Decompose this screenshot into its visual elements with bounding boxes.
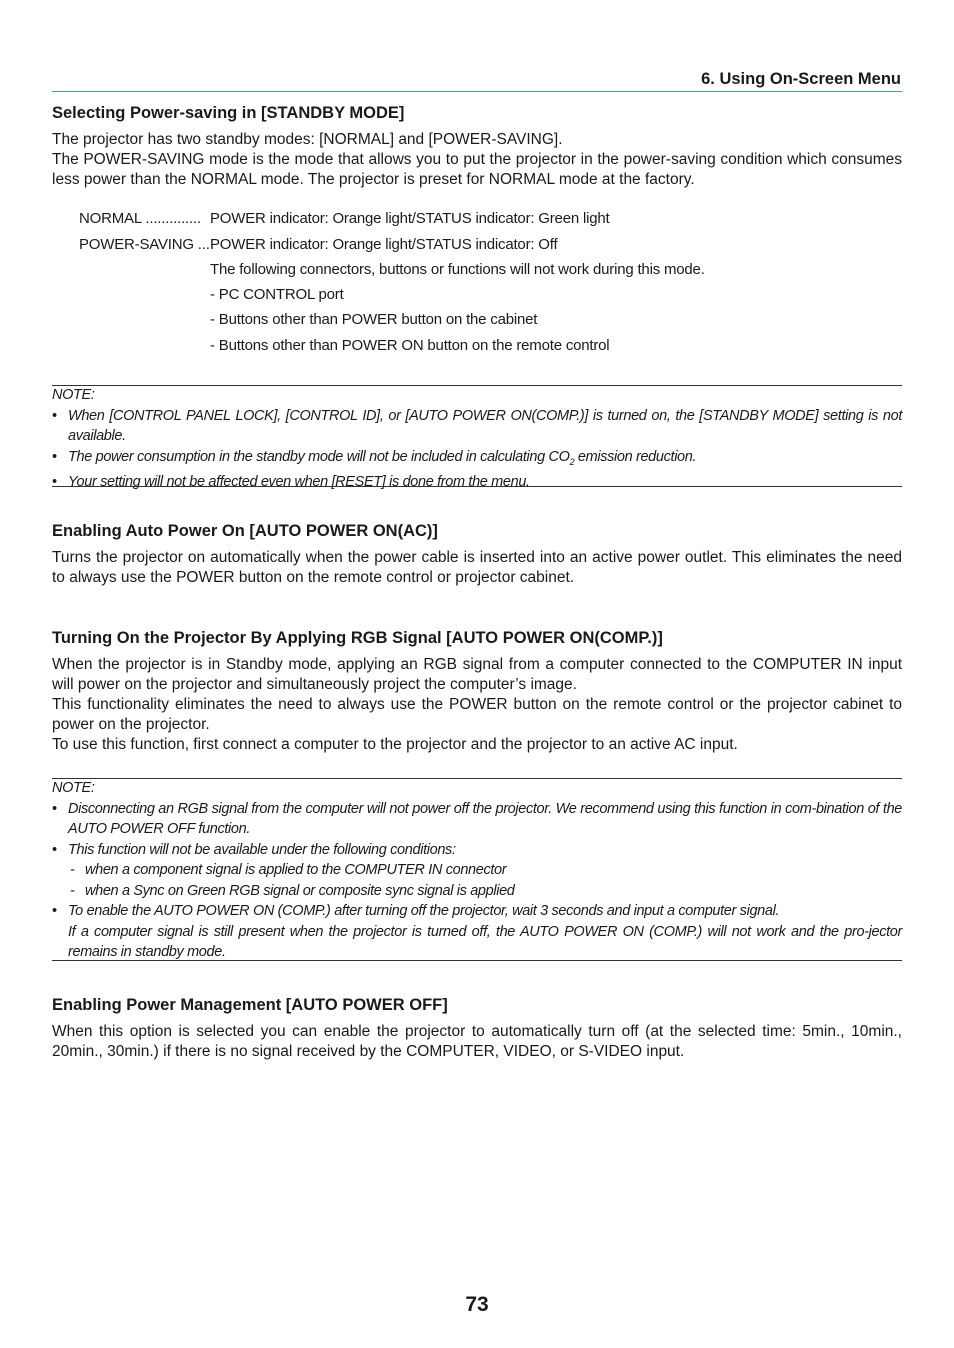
- auto-power-on-ac-heading: Enabling Auto Power On [AUTO POWER ON(AC)]: [52, 522, 438, 540]
- page-number: 73: [465, 1293, 489, 1316]
- note-1-bottom-rule: [52, 486, 902, 487]
- power-saving-term: POWER-SAVING ...: [79, 236, 210, 253]
- normal-mode-desc: POWER indicator: Orange light/STATUS indicator: Green light: [210, 210, 610, 227]
- auto-power-on-ac-body: Turns the projector on automatically when the power cable is inserted into an active power outlet. This eliminates the need to always use the POWER button on the remote control or projector cabinet.: [52, 549, 902, 586]
- power-saving-item-cabinet: - Buttons other than POWER button on the cabinet: [210, 311, 538, 328]
- normal-mode-row: [79, 209, 899, 229]
- note-1-item-text-end: emission reduction.: [574, 448, 697, 465]
- note-2-item: • To enable the AUTO POWER ON (COMP.) after turning off the projector, wait 3 seconds and input a computer signal.: [52, 901, 902, 922]
- note-2: [52, 778, 902, 963]
- header-divider: [52, 91, 902, 92]
- note-2-subitem: - when a component signal is applied to the COMPUTER IN connector: [52, 860, 902, 881]
- note-1-item: [52, 447, 902, 472]
- auto-power-on-comp-heading: Turning On the Projector By Applying RGB Signal [AUTO POWER ON(COMP.)]: [52, 629, 663, 647]
- section-header-title: 6. Using On-Screen Menu: [701, 70, 901, 88]
- normal-mode-term: NORMAL ..............: [79, 210, 201, 227]
- note-2-label: NOTE:: [52, 780, 95, 796]
- note-1-label: NOTE:: [52, 387, 95, 403]
- note-1-item: • Your setting will not be affected even when [RESET] is done from the menu.: [52, 472, 902, 493]
- auto-comp-para-2: This functionality eliminates the need to always use the POWER button on the remote control or the projector cabinet to power on the projector.: [52, 696, 902, 733]
- note-2-item-continued: If a computer signal is still present when the projector is turned off, the AUTO POWER ON (COMP.) will not work and the pro-jector remains in standby mode.: [68, 923, 902, 960]
- note-2-item: • Disconnecting an RGB signal from the computer will not power off the projector. We recommend using this function in com-bination of the AUTO POWER OFF function.: [52, 799, 902, 840]
- standby-mode-heading: Selecting Power-saving in [STANDBY MODE]: [52, 104, 405, 122]
- note-1-item: • When [CONTROL PANEL LOCK], [CONTROL ID], or [AUTO POWER ON(COMP.)] is turned on, the [STANDBY MODE] setting is not available.: [52, 406, 902, 447]
- power-saving-detail: The following connectors, buttons or functions will not work during this mode.: [210, 261, 705, 278]
- note-2-bottom-rule: [52, 960, 902, 961]
- auto-power-on-comp-body: [52, 655, 902, 755]
- note-1-item-text: The power consumption in the standby mode will not be included in calculating CO: [68, 448, 570, 465]
- power-saving-desc: POWER indicator: Orange light/STATUS indicator: Off: [210, 236, 558, 253]
- auto-comp-para-3: To use this function, first connect a computer to the projector and the projector to an active AC input.: [52, 736, 738, 753]
- note-2-item: • This function will not be available under the following conditions:: [52, 840, 902, 861]
- power-saving-item-pc-control: - PC CONTROL port: [210, 286, 344, 303]
- co2-subscript: 2: [569, 456, 575, 467]
- power-saving-mode-row: [79, 235, 899, 255]
- note-2-subitem: - when a Sync on Green RGB signal or composite sync signal is applied: [52, 881, 902, 902]
- power-saving-item-remote: - Buttons other than POWER ON button on the remote control: [210, 337, 610, 354]
- auto-power-off-heading: Enabling Power Management [AUTO POWER OFF]: [52, 996, 448, 1014]
- auto-power-off-body: When this option is selected you can enable the projector to automatically turn off (at the selected time: 5min., 10min., 20min., 30min.) if there is no signal received by the COMPUTER, VIDEO, or S-VIDEO input.: [52, 1023, 902, 1060]
- standby-para-1: The projector has two standby modes: [NORMAL] and [POWER-SAVING].: [52, 131, 563, 148]
- standby-mode-body: [52, 130, 902, 190]
- auto-comp-para-1: When the projector is in Standby mode, applying an RGB signal from a computer connected to the COMPUTER IN input will power on the projector and simultaneously project the computer’s image.: [52, 656, 902, 693]
- note-1: [52, 385, 902, 492]
- standby-para-2: The POWER-SAVING mode is the mode that allows you to put the projector in the power-saving condition which consumes less power than the NORMAL mode. The projector is preset for NORMAL mode at the factory.: [52, 151, 902, 188]
